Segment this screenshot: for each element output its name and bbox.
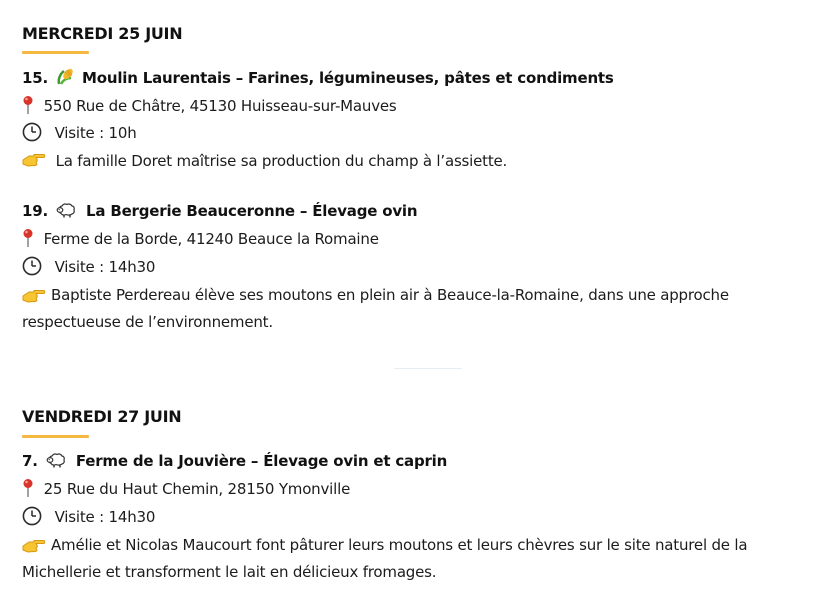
entry-title: Moulin Laurentais – Farines, légumineuses, pâtes et condiments <box>82 69 614 87</box>
entry-visit-time: Visite : 14h30 <box>54 258 156 276</box>
entry-title-line <box>22 451 447 471</box>
entry-address: 25 Rue du Haut Chemin, 28150 Ymonville <box>43 480 351 498</box>
entry-address: 550 Rue de Châtre, 45130 Huisseau-sur-Mauves <box>43 97 397 115</box>
entry-number: 19. <box>22 202 48 220</box>
clock-icon <box>22 122 42 142</box>
day-heading: MERCREDI 25 JUIN <box>22 24 183 43</box>
entry-description: Baptiste Perdereau élève ses moutons en plein air à Beauce-la-Romaine, dans une approche respectueuse de l’environnement. <box>22 286 729 331</box>
address-line <box>22 479 350 500</box>
corn-icon <box>55 67 75 87</box>
section-separator <box>394 368 462 369</box>
pointing-hand-icon <box>22 152 46 168</box>
entry-description: Amélie et Nicolas Maucourt font pâturer leurs moutons et leurs chèvres sur le site naturel de la Michellerie et transforment le lait en délicieux fromages. <box>22 536 748 581</box>
sheep-icon <box>56 202 78 218</box>
clock-icon <box>22 256 42 276</box>
day-heading-underline <box>22 51 89 54</box>
entry-number: 15. <box>22 69 48 87</box>
sheep-icon <box>46 452 68 468</box>
entry-title: La Bergerie Beauceronne – Élevage ovin <box>86 202 418 220</box>
pin-icon <box>22 95 34 115</box>
entry-address: Ferme de la Borde, 41240 Beauce la Romaine <box>43 230 379 248</box>
visit-line <box>22 257 155 278</box>
address-line <box>22 96 397 117</box>
entry-description: La famille Doret maîtrise sa production du champ à l’assiette. <box>55 152 508 170</box>
entry-visit-time: Visite : 10h <box>54 124 137 142</box>
pointing-hand-icon <box>22 536 46 552</box>
entry-title: Ferme de la Jouvière – Élevage ovin et caprin <box>75 452 448 470</box>
visit-line <box>22 123 137 144</box>
day-heading: VENDREDI 27 JUIN <box>22 407 182 426</box>
day-heading-underline <box>22 435 89 438</box>
description-line <box>22 282 807 336</box>
pointing-hand-icon <box>22 286 46 302</box>
clock-icon <box>22 506 42 526</box>
pin-icon <box>22 478 34 498</box>
visit-line <box>22 507 155 528</box>
description-line <box>22 532 807 586</box>
address-line <box>22 229 379 250</box>
description-line <box>22 151 507 171</box>
entry-visit-time: Visite : 14h30 <box>54 508 156 526</box>
entry-number: 7. <box>22 452 38 470</box>
entry-title-line <box>22 68 614 89</box>
entry-title-line <box>22 201 417 221</box>
pin-icon <box>22 228 34 248</box>
